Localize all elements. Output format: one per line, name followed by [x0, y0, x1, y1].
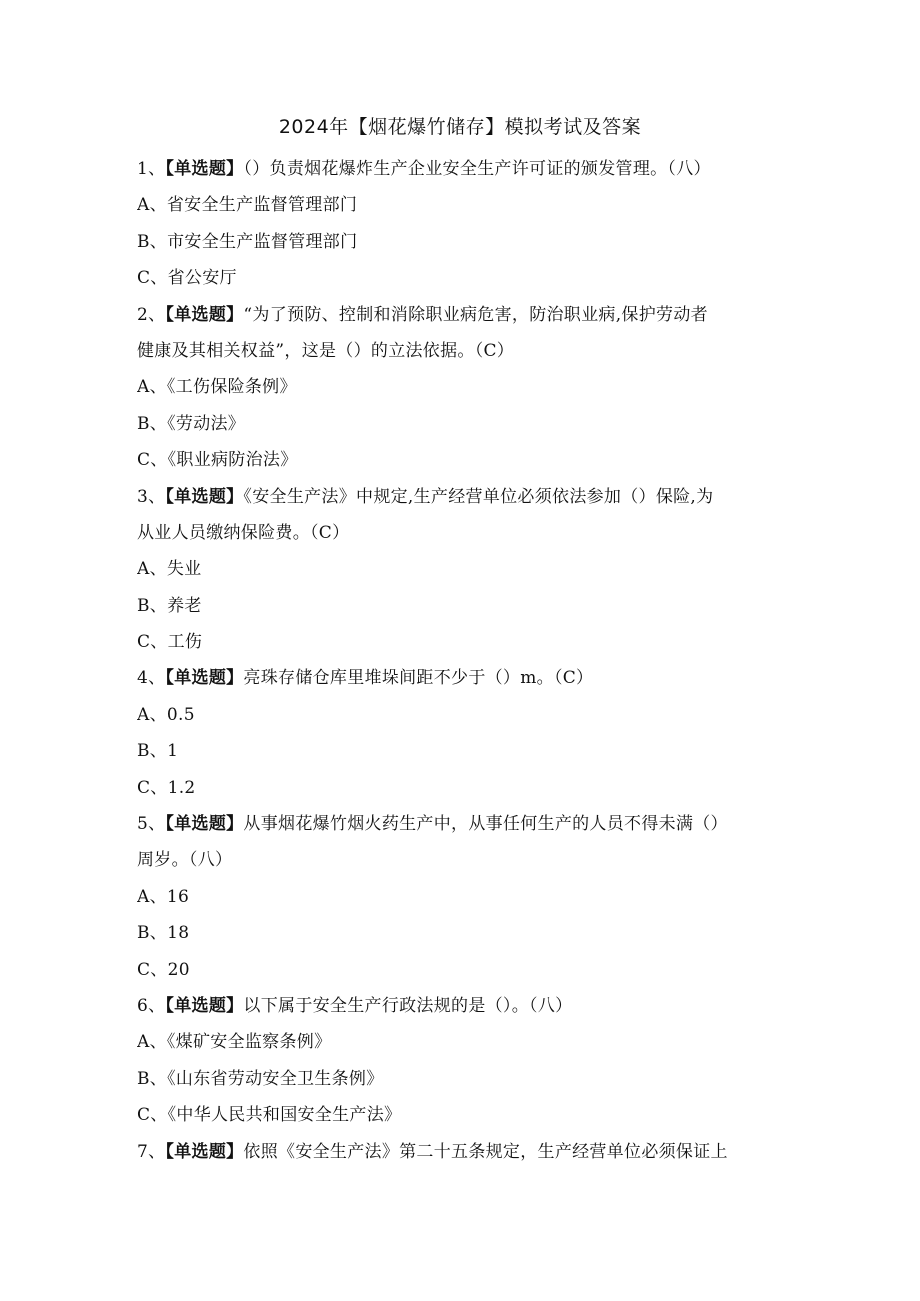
- text-line: [137, 406, 785, 442]
- line-text: 从业人员缴纳保险费。（C）: [137, 522, 350, 543]
- question-text: 亮珠存储仓库里堆垛间距不少于（）m。（C）: [243, 668, 594, 689]
- text-line: [137, 624, 785, 660]
- text-line: [137, 369, 785, 405]
- text-line: [137, 187, 785, 223]
- question-type-tag: 【单选题】: [165, 159, 244, 179]
- line-text: A、失业: [137, 559, 202, 580]
- text-line: [137, 442, 785, 478]
- question-type-tag: 【单选题】: [165, 304, 244, 325]
- line-text: C、20: [137, 959, 190, 980]
- question-number: 1、: [137, 159, 166, 179]
- line-text: B、《山东省劳动安全卫生条例》: [137, 1068, 384, 1089]
- question-line: [137, 479, 785, 515]
- line-text: A、《工伤保险条例》: [137, 377, 297, 398]
- line-text: B、1: [137, 741, 179, 762]
- question-line: [137, 297, 785, 333]
- line-text: C、工伤: [137, 632, 203, 653]
- question-number: 3、: [137, 486, 166, 507]
- text-line: [137, 1097, 785, 1133]
- text-line: [137, 697, 785, 733]
- question-type-tag: 【单选题】: [165, 668, 244, 689]
- question-text: 《安全生产法》中规定,生产经营单位必须依法参加（）保险,为: [243, 486, 714, 507]
- text-line: [137, 515, 785, 551]
- question-type-tag: 【单选题】: [165, 486, 244, 507]
- question-text: 以下属于安全生产行政法规的是（）。（八）: [243, 995, 573, 1016]
- question-line: [137, 1134, 785, 1170]
- text-line: [137, 551, 785, 587]
- text-line: [137, 1061, 785, 1097]
- question-line: [137, 660, 785, 696]
- question-text: “为了预防、控制和消除职业病危害，防治职业病,保护劳动者: [243, 304, 708, 325]
- line-text: 健康及其相关权益”，这是（）的立法依据。（C）: [137, 340, 515, 361]
- line-text: B、18: [137, 923, 190, 944]
- text-line: [137, 733, 785, 769]
- text-line: [137, 952, 785, 988]
- question-number: 5、: [137, 814, 166, 835]
- line-text: C、《职业病防治法》: [137, 450, 298, 471]
- text-line: [137, 915, 785, 951]
- text-line: [137, 260, 785, 296]
- question-type-tag: 【单选题】: [165, 1141, 244, 1162]
- question-number: 4、: [137, 668, 166, 689]
- line-text: A、0.5: [137, 704, 195, 725]
- text-line: [137, 333, 785, 369]
- text-line: [137, 224, 785, 260]
- text-line: [137, 588, 785, 624]
- line-text: 周岁。（八）: [137, 850, 233, 871]
- question-number: 7、: [137, 1141, 166, 1162]
- question-text: 依照《安全生产法》第二十五条规定，生产经营单位必须保证上: [243, 1141, 728, 1162]
- question-text: 从事烟花爆竹烟火药生产中，从事任何生产的人员不得未满（）: [243, 814, 728, 835]
- document-title: 2024年【烟花爆竹储存】模拟考试及答案: [278, 116, 642, 138]
- question-line: [137, 988, 785, 1024]
- line-text: B、市安全生产监督管理部门: [137, 231, 358, 252]
- line-text: A、《煤矿安全监察条例》: [137, 1032, 332, 1053]
- question-number: 2、: [137, 304, 166, 325]
- question-line: [137, 151, 785, 187]
- line-text: B、《劳动法》: [137, 413, 246, 434]
- text-line: [137, 842, 785, 878]
- text-line: [137, 770, 785, 806]
- question-number: 6、: [137, 995, 166, 1016]
- line-text: A、16: [137, 886, 190, 907]
- line-text: C、1.2: [137, 777, 196, 798]
- line-text: C、《中华人民共和国安全生产法》: [137, 1105, 402, 1126]
- question-type-tag: 【单选题】: [165, 995, 244, 1016]
- question-type-tag: 【单选题】: [165, 814, 244, 835]
- line-text: B、养老: [137, 595, 202, 616]
- question-list: [137, 151, 785, 1170]
- text-line: [137, 1024, 785, 1060]
- question-line: [137, 806, 785, 842]
- question-text: （）负责烟花爆炸生产企业安全生产许可证的颁发管理。（八）: [243, 159, 711, 179]
- text-line: [137, 879, 785, 915]
- line-text: A、省安全生产监督管理部门: [137, 195, 358, 216]
- line-text: C、省公安厅: [137, 268, 237, 289]
